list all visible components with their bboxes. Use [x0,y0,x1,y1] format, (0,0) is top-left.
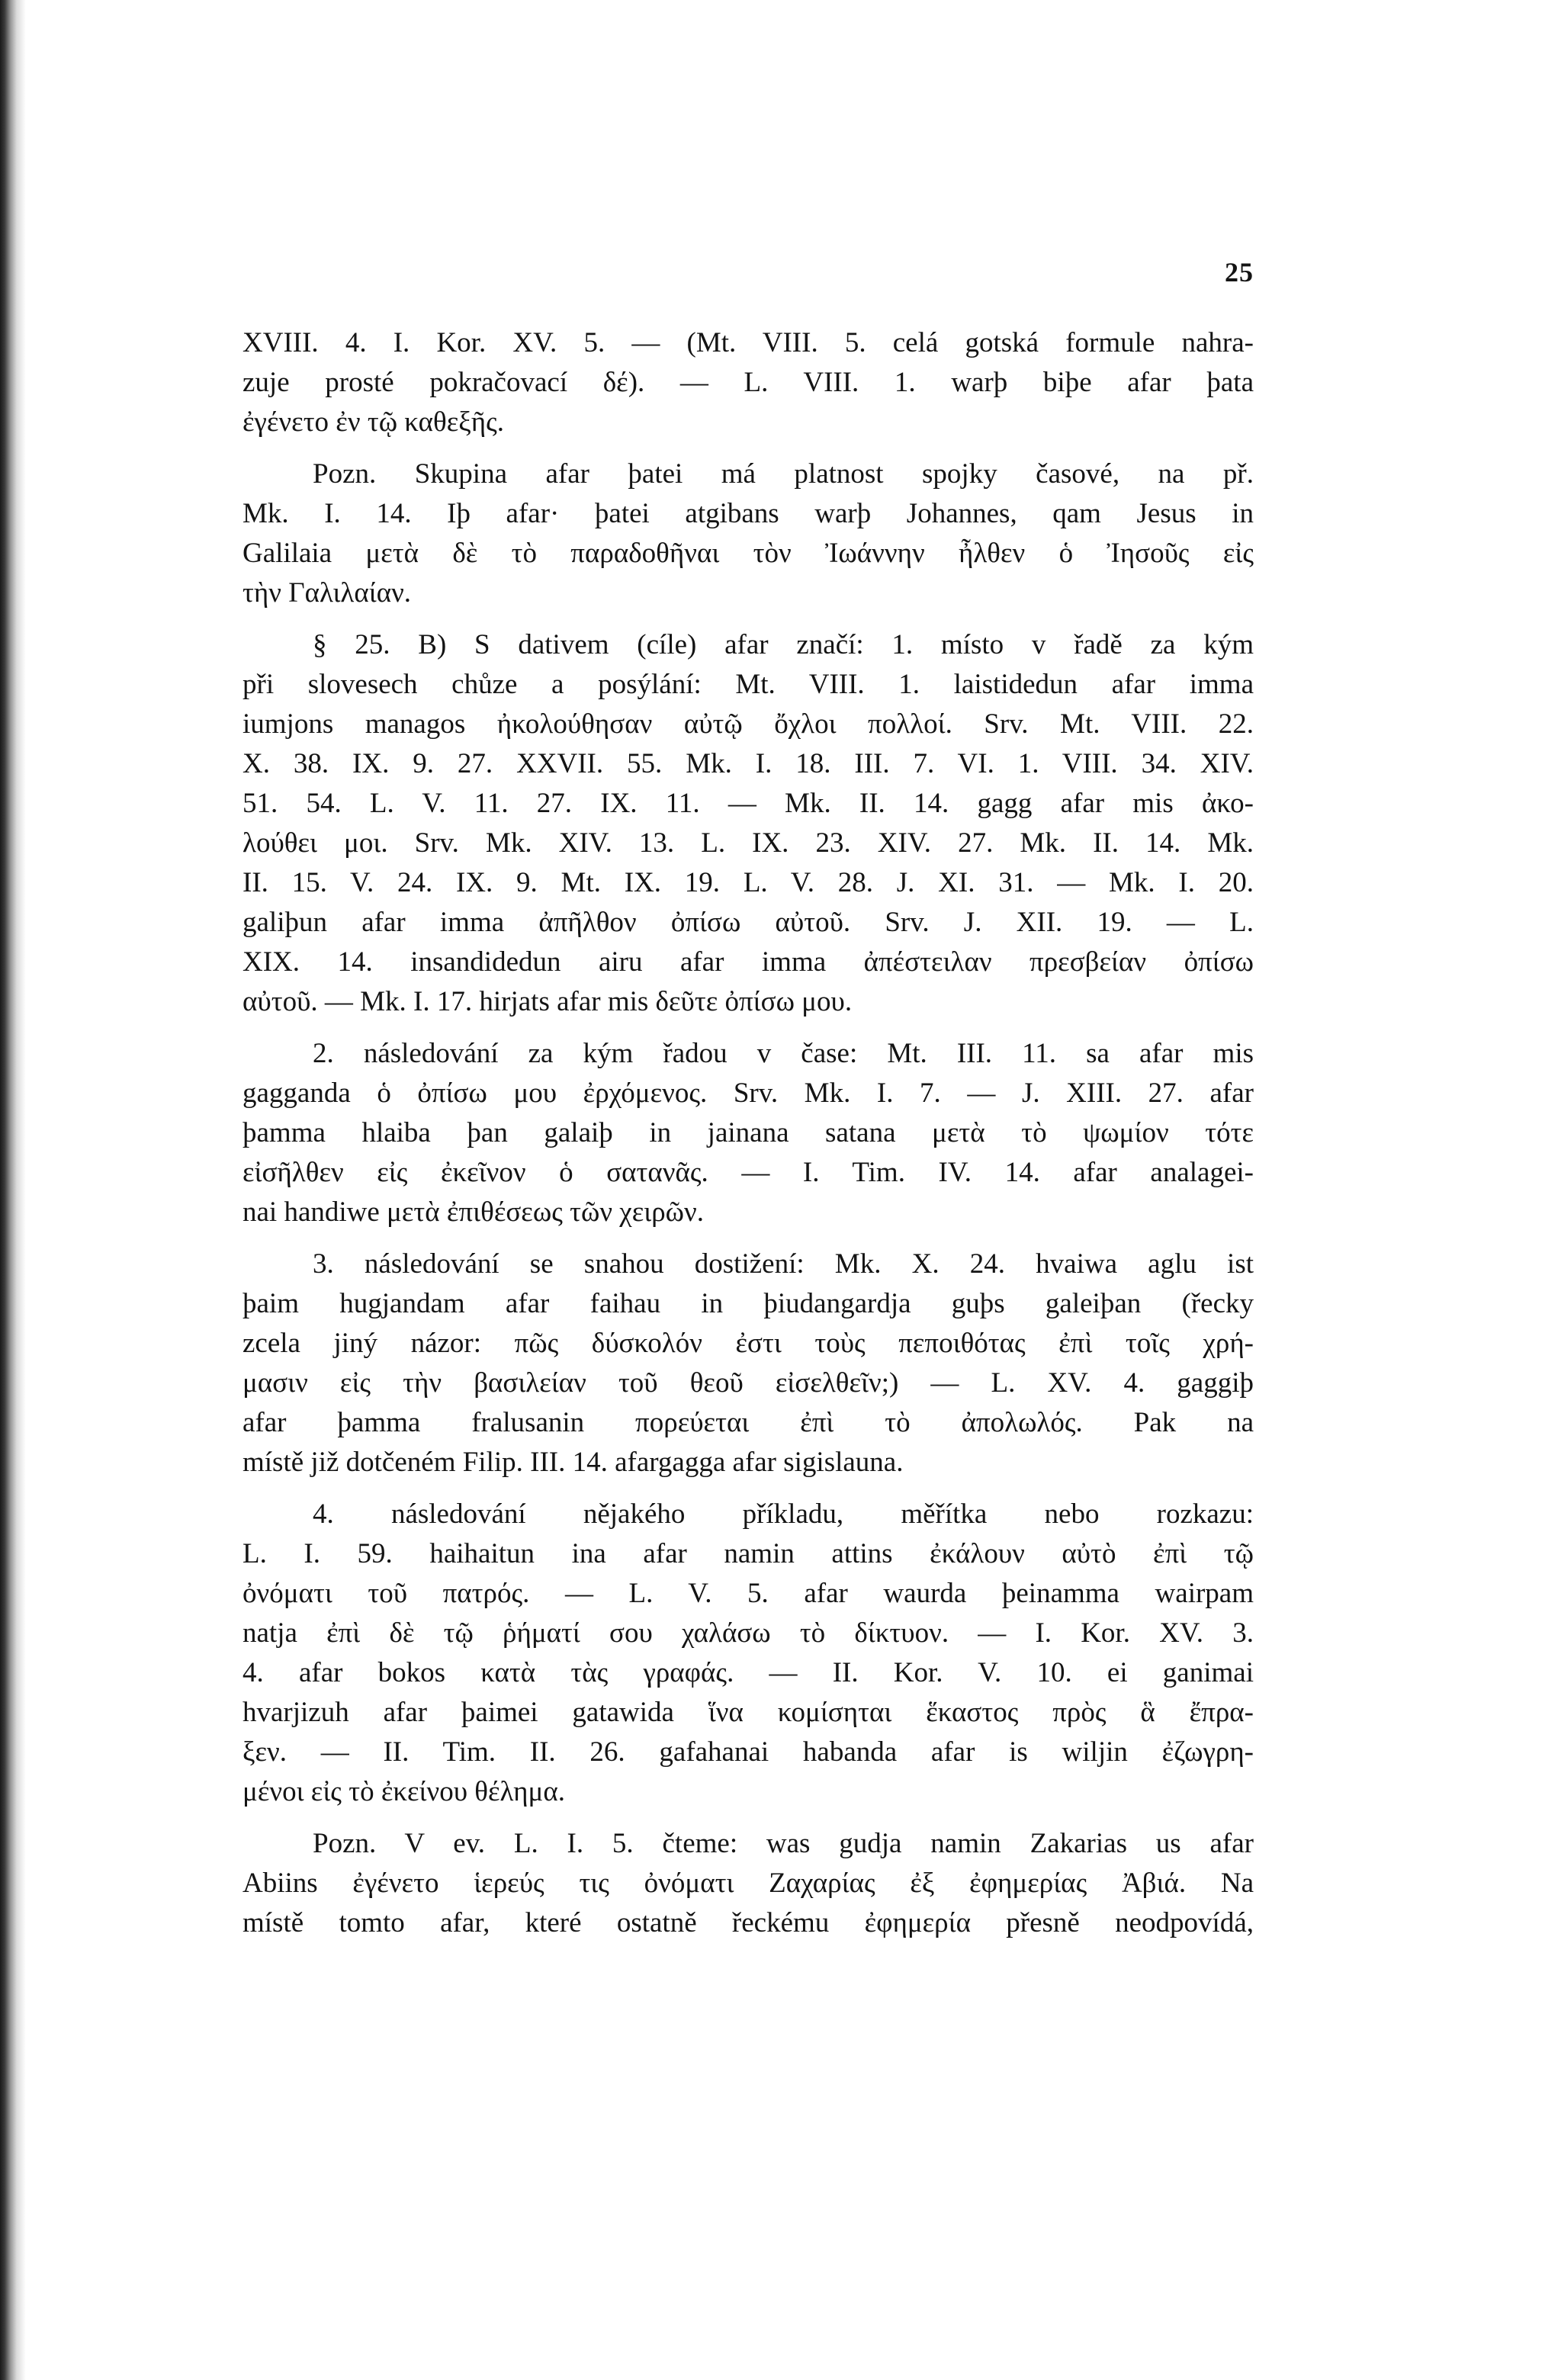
text-line: Galilaia μετὰ δὲ τὸ παραδοθῆναι τὸν Ἰωάννην ἦλθεν ὁ Ἰησοῦς εἰς [243,538,1254,569]
paragraph-gap [243,1232,1254,1245]
text-line: nai handiwe μετὰ ἐπιθέσεως τῶν χειρῶν. [243,1196,705,1228]
text-line: ξεν. — II. Tim. II. 26. gafahanai habanda afar is wiljin ἐζωγρη- [243,1736,1254,1768]
paragraph-gap [243,613,1254,625]
page-number: 25 [1225,257,1254,287]
text-line: 3. následování se snahou dostižení: Mk. X. 24. hvaiwa aglu ist [313,1248,1254,1280]
text-line: þamma hlaiba þan galaiþ in jainana satana μετὰ τὸ ψωμίον τότε [243,1117,1254,1148]
text-line: Pozn. V ev. L. I. 5. čteme: was gudja namin Zakarias us afar [313,1828,1254,1859]
paragraph-gap [243,1022,1254,1034]
paragraph-gap [243,442,1254,454]
text-line: 4. následování nějakého příkladu, měřítka nebo rozkazu: [313,1498,1254,1530]
text-line: L. I. 59. haihaitun ina afar namin attins ἐκάλουν αὐτὸ ἐπὶ τῷ [243,1538,1254,1569]
text-line: iumjons managos ἠκολούθησαν αὐτῷ ὄχλοι πολλοί. Srv. Mt. VIII. 22. [243,708,1254,740]
text-line: τὴν Γαλιλαίαν. [243,577,412,609]
text-line: afar þamma fralusanin πορεύεται ἐπὶ τὸ ἀπολωλός. Pak na [243,1407,1254,1438]
text-column [243,323,1254,1943]
text-line: Pozn. Skupina afar þatei má platnost spojky časové, na př. [313,458,1254,490]
text-line: místě již dotčeném Filip. III. 14. afargagga afar sigislauna. [243,1447,904,1478]
text-line: zuje prosté pokračovací δέ). — L. VIII. 1. warþ biþe afar þata [243,367,1254,398]
text-line: natja ἐπὶ δὲ τῷ ῥήματί σου χαλάσω τὸ δίκτυον. — I. Kor. XV. 3. [243,1617,1254,1649]
text-line: hvarjizuh afar þaimei gatawida ἵνα κομίσηται ἕκαστος πρὸς ἃ ἔπρα- [243,1697,1254,1728]
text-line: αὐτοῦ. — Mk. I. 17. hirjats afar mis δεῦτε ὀπίσω μου. [243,986,853,1017]
text-line: þaim hugjandam afar faihau in þiudangardja guþs galeiþan (řecky [243,1288,1254,1319]
text-line: § 25. B) S dativem (cíle) afar značí: 1. místo v řadě za kým [313,629,1254,660]
paragraph-gap [243,1812,1254,1824]
text-line: 51. 54. L. V. 11. 27. IX. 11. — Mk. II. 14. gagg afar mis ἀκο- [243,788,1254,819]
text-line: ὀνόματι τοῦ πατρός. — L. V. 5. afar waurda þeinamma wairpam [243,1578,1254,1609]
text-line: XIX. 14. insandidedun airu afar imma ἀπέστειλαν πρεσβείαν ὀπίσω [243,946,1254,978]
text-line: λούθει μοι. Srv. Mk. XIV. 13. L. IX. 23. XIV. 27. Mk. II. 14. Mk. [243,827,1254,859]
text-line: 2. následování za kým řadou v čase: Mt. III. 11. sa afar mis [313,1038,1254,1069]
text-line: ἐγένετο ἐν τῷ καθεξῆς. [243,406,505,438]
text-line: Abiins ἐγένετο ἱερεύς τις ὀνόματι Ζαχαρίας ἐξ ἐφημερίας Ἀβιά. Na [243,1868,1254,1899]
text-line: μένοι εἰς τὸ ἐκείνου θέλημα. [243,1776,565,1807]
text-line: II. 15. V. 24. IX. 9. Mt. IX. 19. L. V. 28. J. XI. 31. — Mk. I. 20. [243,867,1254,898]
paragraph-gap [243,1482,1254,1495]
text-line: Mk. I. 14. Iþ afar· þatei atgibans warþ Johannes, qam Jesus in [243,498,1254,529]
book-spine-shadow [0,0,26,2380]
text-line: při slovesech chůze a posýlání: Mt. VIII. 1. laistidedun afar imma [243,669,1254,700]
text-line: XVIII. 4. I. Kor. XV. 5. — (Mt. VIII. 5. celá gotská formule nahra- [243,327,1254,358]
text-line: μασιν εἰς τὴν βασιλείαν τοῦ θεοῦ εἰσελθεῖν;) — L. XV. 4. gaggiþ [243,1367,1254,1399]
text-line: zcela jiný názor: πῶς δύσκολόν ἐστι τοὺς πεποιθότας ἐπὶ τοῖς χρή- [243,1328,1254,1359]
text-line: galiþun afar imma ἀπῆλθον ὀπίσω αὐτοῦ. Srv. J. XII. 19. — L. [243,907,1254,938]
text-line: X. 38. IX. 9. 27. XXVII. 55. Mk. I. 18. III. 7. VI. 1. VIII. 34. XIV. [243,748,1254,779]
text-line: 4. afar bokos κατὰ τὰς γραφάς. — II. Kor. V. 10. ei ganimai [243,1657,1254,1688]
text-line: místě tomto afar, které ostatně řeckému ἐφημερία přesně neodpovídá, [243,1907,1254,1938]
text-line: εἰσῆλθεν εἰς ἐκεῖνον ὁ σατανᾶς. — I. Tim. IV. 14. afar analagei- [243,1157,1254,1188]
text-line: gagganda ὁ ὀπίσω μου ἐρχόμενος. Srv. Mk. I. 7. — J. XIII. 27. afar [243,1078,1254,1109]
